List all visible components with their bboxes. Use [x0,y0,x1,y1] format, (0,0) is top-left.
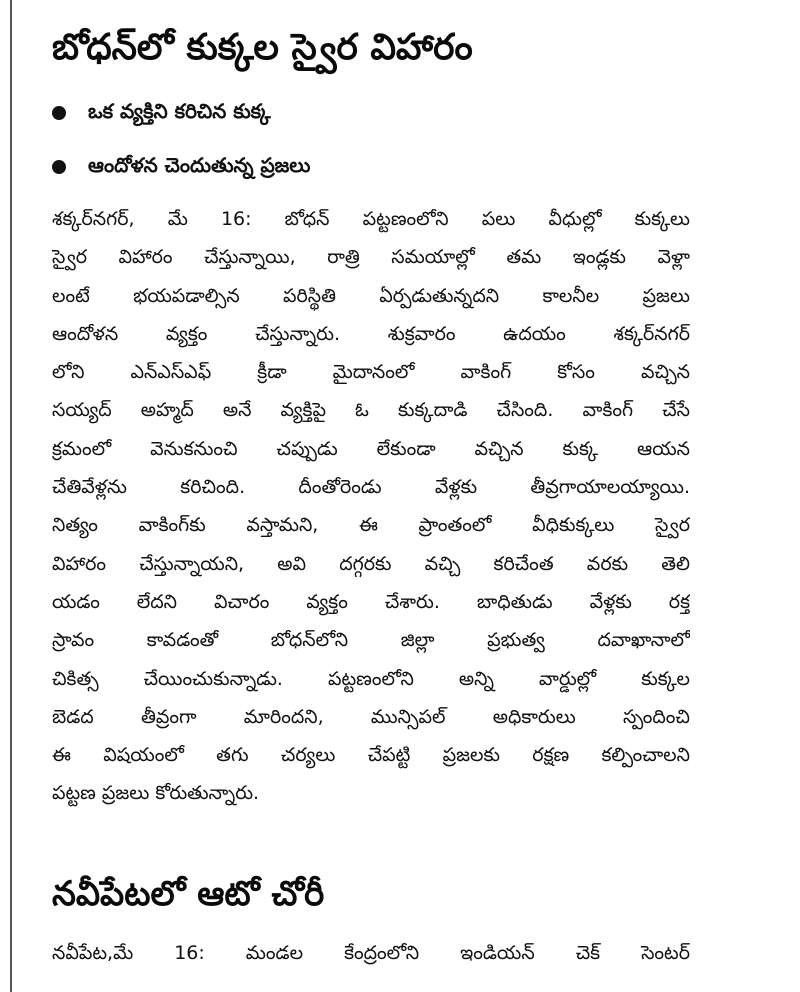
subheadline-list [52,86,310,194]
bullet-icon [52,106,66,120]
article-headline: బోధన్‌లో కుక్కల స్వైర విహారం [52,27,473,68]
column-divider [10,0,12,992]
subheadline-item [52,86,310,140]
body-line: స్రావం కావడంతో బోధన్‌లోని జిల్లా ప్రభుత్వ దవాఖానాలో [52,629,690,652]
body-line: నిత్యం వాకింగ్‌కు వస్తామని, ఈ ప్రాంతంలో వీధికుక్కలు స్వైర [52,514,690,537]
subheadline-text: ఆందోళన చెందుతున్న ప్రజలు [88,152,311,177]
body-line: ఆందోళన వ్యక్తం చేస్తున్నారు. శుక్రవారం ఉదయం శక్కర్‌నగర్ [52,322,690,345]
subheadline-item [52,140,310,194]
article-body [52,200,690,813]
body-line: లంటే భయపడాల్సిన పరిస్థితి ఏర్పడుతున్నదని కాలనీల ప్రజలు [52,284,690,307]
body-line: బెడద తీవ్రంగా మారిందని, మున్సిపల్ అధికారులు స్పందించి [52,705,690,728]
body-line: శక్కర్‌నగర్, మే 16: బోధన్ పట్టణంలోని పలు వీధుల్లో కుక్కలు [52,208,690,230]
body-line: సయ్యద్ అహ్మద్ అనే వ్యక్తిపై ఓ కుక్కదాడి చేసింది. వాకింగ్ చేసే [52,399,690,422]
body-line: లోని ఎన్‌ఎస్‌ఎఫ్ క్రీడా మైదానంలో వాకింగ్ కోసం వచ్చిన [52,361,690,384]
body-line: చికిత్స చేయించుకున్నాడు. పట్టణంలోని అన్ని వార్డుల్లో కుక్కల [52,667,690,690]
subheadline-text: ఒక వ్యక్తిని కరిచిన కుక్క [88,98,271,123]
body-line: పట్టణ ప్రజలు కోరుతున్నారు. [52,782,260,805]
body-line: విహారం చేస్తున్నాయని, అవి దగ్గరకు వచ్చి కరిచేంత వరకు తెలి [52,552,690,575]
body-line: నవీపేట,మే 16: మండల కేంద్రంలోని ఇండియన్ చెక్ సెంటర్ [52,942,690,964]
body-line: క్రమంలో వెనుకనుంచి చప్పుడు లేకుండా వచ్చిన కుక్క ఆయన [52,437,690,460]
body-line: యడం లేదని విచారం వ్యక్తం చేశారు. బాధితుడు వేళ్లకు రక్త [52,590,690,613]
second-article-body [52,934,690,972]
bullet-icon [52,160,66,174]
body-line: స్వైర విహారం చేస్తున్నాయి, రాత్రి సమయాల్లో తమ ఇండ్లకు వెళ్లా [52,246,690,269]
body-line: ఈ విషయంలో తగు చర్యలు చేపట్టి ప్రజలకు రక్షణ కల్పించాలని [52,744,690,767]
second-article-headline: నవీపేటలో ఆటో చోరీ [52,874,325,914]
body-line: చేతివేళ్లను కరిచింది. దీంతోరెండు వేళ్లకు తీవ్రగాయాలయ్యాయి. [52,476,690,499]
